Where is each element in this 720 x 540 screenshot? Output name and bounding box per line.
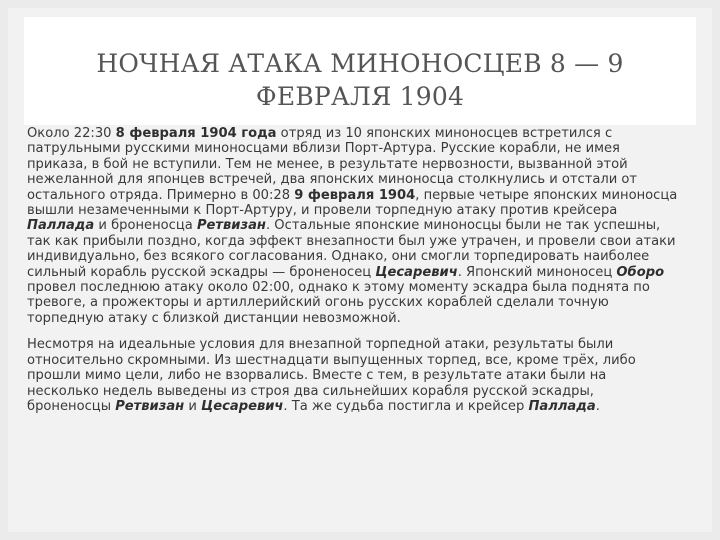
p1-text-1: Около 22:30 — [27, 126, 116, 141]
p2-text-3: . Та же судьба постигла и крейсер — [283, 398, 529, 414]
p1-ship-retvizan: Ретвизан — [196, 218, 266, 234]
p1-text-4: и броненосца — [94, 218, 197, 234]
paragraph-2 — [27, 337, 681, 414]
p2-ship-pallada: Паллада — [528, 398, 596, 414]
paragraph-1 — [27, 126, 681, 326]
p2-text-2: и — [184, 398, 202, 414]
p2-ship-tsesarevich: Цесаревич — [201, 398, 284, 414]
p1-date-2: 9 февраля 1904 — [294, 187, 416, 203]
title-line-2: ФЕВРАЛЯ 1904 — [255, 82, 465, 111]
p1-ship-oboro: Оборо — [616, 264, 665, 280]
slide-body — [27, 126, 681, 414]
title-box — [24, 17, 696, 125]
p1-text-5: . Остальные японские миноносцы были не так успешны, так как прибыли поздно, когда эффект внезапности был уже утрачен, и провели свои атаки индивидуально, без всякого согласования. Однако, они смогли торпедировать наиболее сильный корабль русской эскадры — броненосец — [27, 218, 676, 280]
p1-text-2: отряд из 10 японских миноносцев встретился с патрульными русскими миноносцами вблизи Порт-Артура. Русские корабли, не имея приказа, в бой не вступили. Тем не менее, в результате нервозности, вызванной этой нежеланной для японцев встречей, два японских миноносца столкнулись и отстали от остального отряда. Примерно в 00:28 — [27, 126, 638, 203]
p2-text-1: Несмотря на идеальные условия для внезапной торпедной атаки, результаты были относительно скромными. Из шестнадцати выпущенных торпед, все, кроме трёх, либо прошли мимо цели, либо не взорвались. Вместе с тем, в результате атаки были на несколько недель выведены из строя два сильнейших корабля русской эскадры, броненосцы — [27, 337, 636, 414]
p1-text-7: провел последнюю атаку около 02:00, однако к этому моменту эскадра была поднята по тревоге, а прожекторы и артиллерийский огонь русских кораблей сделали точную торпедную атаку с близкой дистанции невозможной. — [27, 280, 650, 326]
p1-date-1: 8 февраля 1904 года — [115, 126, 277, 141]
p1-ship-tsesarevich: Цесаревич — [375, 264, 458, 280]
p2-text-4: . — [595, 398, 600, 414]
p1-text-3: , первые четыре японских миноносца вышли незамеченными к Порт-Артуру, и провели торпедную атаку против крейсера — [27, 187, 678, 219]
slide-title — [24, 47, 696, 113]
p1-text-6: . Японский миноносец — [457, 264, 617, 280]
title-line-1: НОЧНАЯ АТАКА МИНОНОСЦЕВ 8 — 9 — [96, 49, 624, 78]
p1-ship-pallada: Паллада — [27, 218, 95, 234]
p2-ship-retvizan: Ретвизан — [115, 398, 185, 414]
